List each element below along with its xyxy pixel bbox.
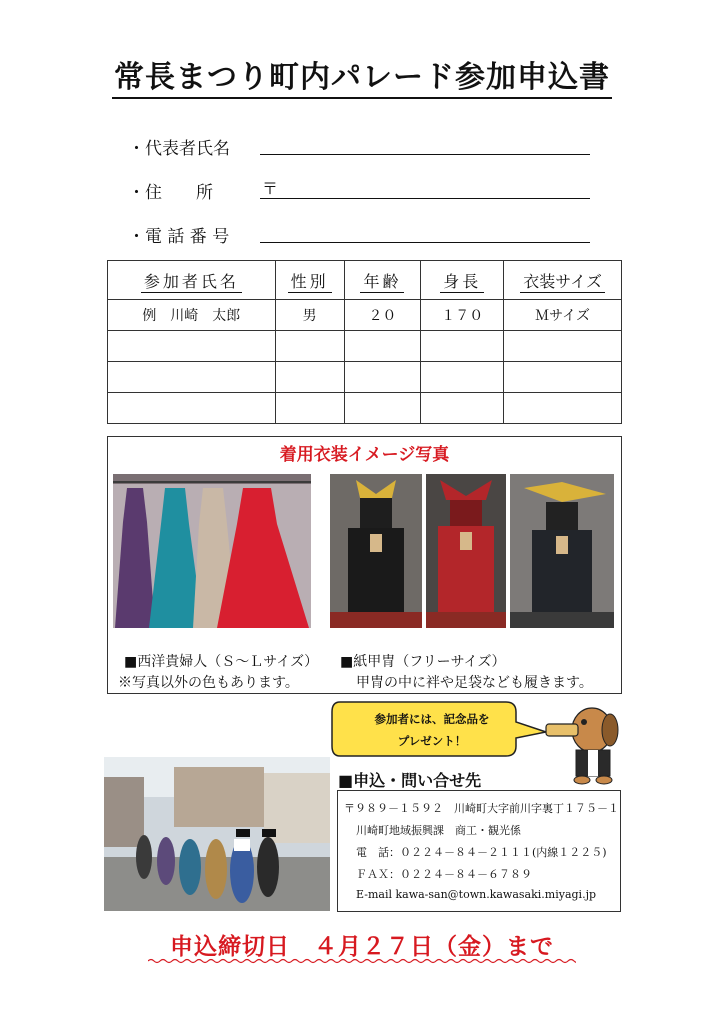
table-cell[interactable] xyxy=(108,362,276,393)
header-sex: 性別 xyxy=(275,261,344,300)
header-size: 衣装サイズ xyxy=(504,261,622,300)
table-cell: Ｍサイズ xyxy=(504,300,622,331)
table-cell[interactable] xyxy=(108,331,276,362)
contact-postal: 〒９８９－１５９２ 川崎町大字前川字裏丁１７５－１ xyxy=(344,802,619,815)
table-cell[interactable] xyxy=(504,362,622,393)
address-label: ・住 所 xyxy=(128,183,213,203)
representative-line xyxy=(260,154,590,155)
western-dress-illustration xyxy=(113,474,311,628)
contact-dept: 川崎町地域振興課 商工・観光係 xyxy=(356,824,521,837)
armor-photo-dark xyxy=(510,474,614,628)
contact-email[interactable]: E-mail kawa-san@town.kawasaki.miyagi.jp xyxy=(356,888,597,901)
table-cell[interactable] xyxy=(344,393,421,424)
table-header-row xyxy=(108,261,622,300)
table-cell[interactable] xyxy=(421,393,504,424)
armor-photo-red xyxy=(426,474,506,628)
costume-title: 着用衣装イメージ写真 xyxy=(279,445,450,465)
postal-mark: 〒 xyxy=(262,179,279,198)
representative-label: ・代表者氏名 xyxy=(128,139,230,159)
table-row[interactable] xyxy=(108,362,622,393)
contact-tel: 電 話：０２２４－８４－２１１１(内線１２２５) xyxy=(356,846,607,859)
phone-line xyxy=(260,242,590,243)
table-cell[interactable] xyxy=(344,331,421,362)
armor-photo-black xyxy=(330,474,422,628)
western-dress-photo xyxy=(113,474,311,628)
parade-illustration xyxy=(104,757,330,911)
table-cell[interactable] xyxy=(344,362,421,393)
header-age: 年齢 xyxy=(344,261,421,300)
table-row[interactable] xyxy=(108,393,622,424)
table-cell[interactable] xyxy=(504,331,622,362)
armor-illustration-red xyxy=(426,474,506,628)
table-row-example xyxy=(108,300,622,331)
table-cell: 男 xyxy=(275,300,344,331)
western-caption: ■西洋貴婦人（Ｓ～Ｌサイズ） xyxy=(124,654,319,670)
armor-caption: ■紙甲冑（フリーサイズ） xyxy=(340,654,506,670)
table-cell[interactable] xyxy=(275,393,344,424)
parade-photo xyxy=(104,757,330,911)
table-cell: 例 川崎 太郎 xyxy=(108,300,276,331)
table-cell[interactable] xyxy=(421,362,504,393)
contact-fax: ＦＡＸ：０２２４－８４－６７８９ xyxy=(356,868,532,881)
table-cell[interactable] xyxy=(421,331,504,362)
balloon-line-1: 参加者には、記念品を xyxy=(374,712,490,726)
deadline-text: 申込締切日 ４月２７日（金）まで xyxy=(170,933,554,960)
header-name: 参加者氏名 xyxy=(108,261,276,300)
representative-field[interactable] xyxy=(128,132,598,162)
contact-heading: ■申込・問い合せ先 xyxy=(338,771,482,790)
table-cell[interactable] xyxy=(275,331,344,362)
western-note: ※写真以外の色もあります。 xyxy=(118,675,299,691)
participant-table xyxy=(107,260,622,424)
armor-illustration-black xyxy=(330,474,422,628)
balloon-text xyxy=(340,708,524,752)
armor-note: 甲冑の中に袢や足袋なども履きます。 xyxy=(356,675,593,691)
deadline-underline xyxy=(148,958,576,964)
page-title: 常長まつり町内パレード参加申込書 xyxy=(0,52,724,96)
table-cell: １７０ xyxy=(421,300,504,331)
table-cell[interactable] xyxy=(275,362,344,393)
address-field[interactable] xyxy=(128,176,598,206)
address-line xyxy=(260,198,590,199)
phone-field[interactable] xyxy=(128,220,598,250)
table-cell[interactable] xyxy=(504,393,622,424)
header-height: 身長 xyxy=(421,261,504,300)
balloon-line-2: プレゼント！ xyxy=(397,734,467,748)
armor-illustration-dark xyxy=(510,474,614,628)
table-cell[interactable] xyxy=(108,393,276,424)
table-cell: ２０ xyxy=(344,300,421,331)
phone-label: ・電 話 番 号 xyxy=(128,227,230,247)
table-row[interactable] xyxy=(108,331,622,362)
mascot-icon xyxy=(540,700,626,790)
mascot-illustration xyxy=(540,700,626,786)
